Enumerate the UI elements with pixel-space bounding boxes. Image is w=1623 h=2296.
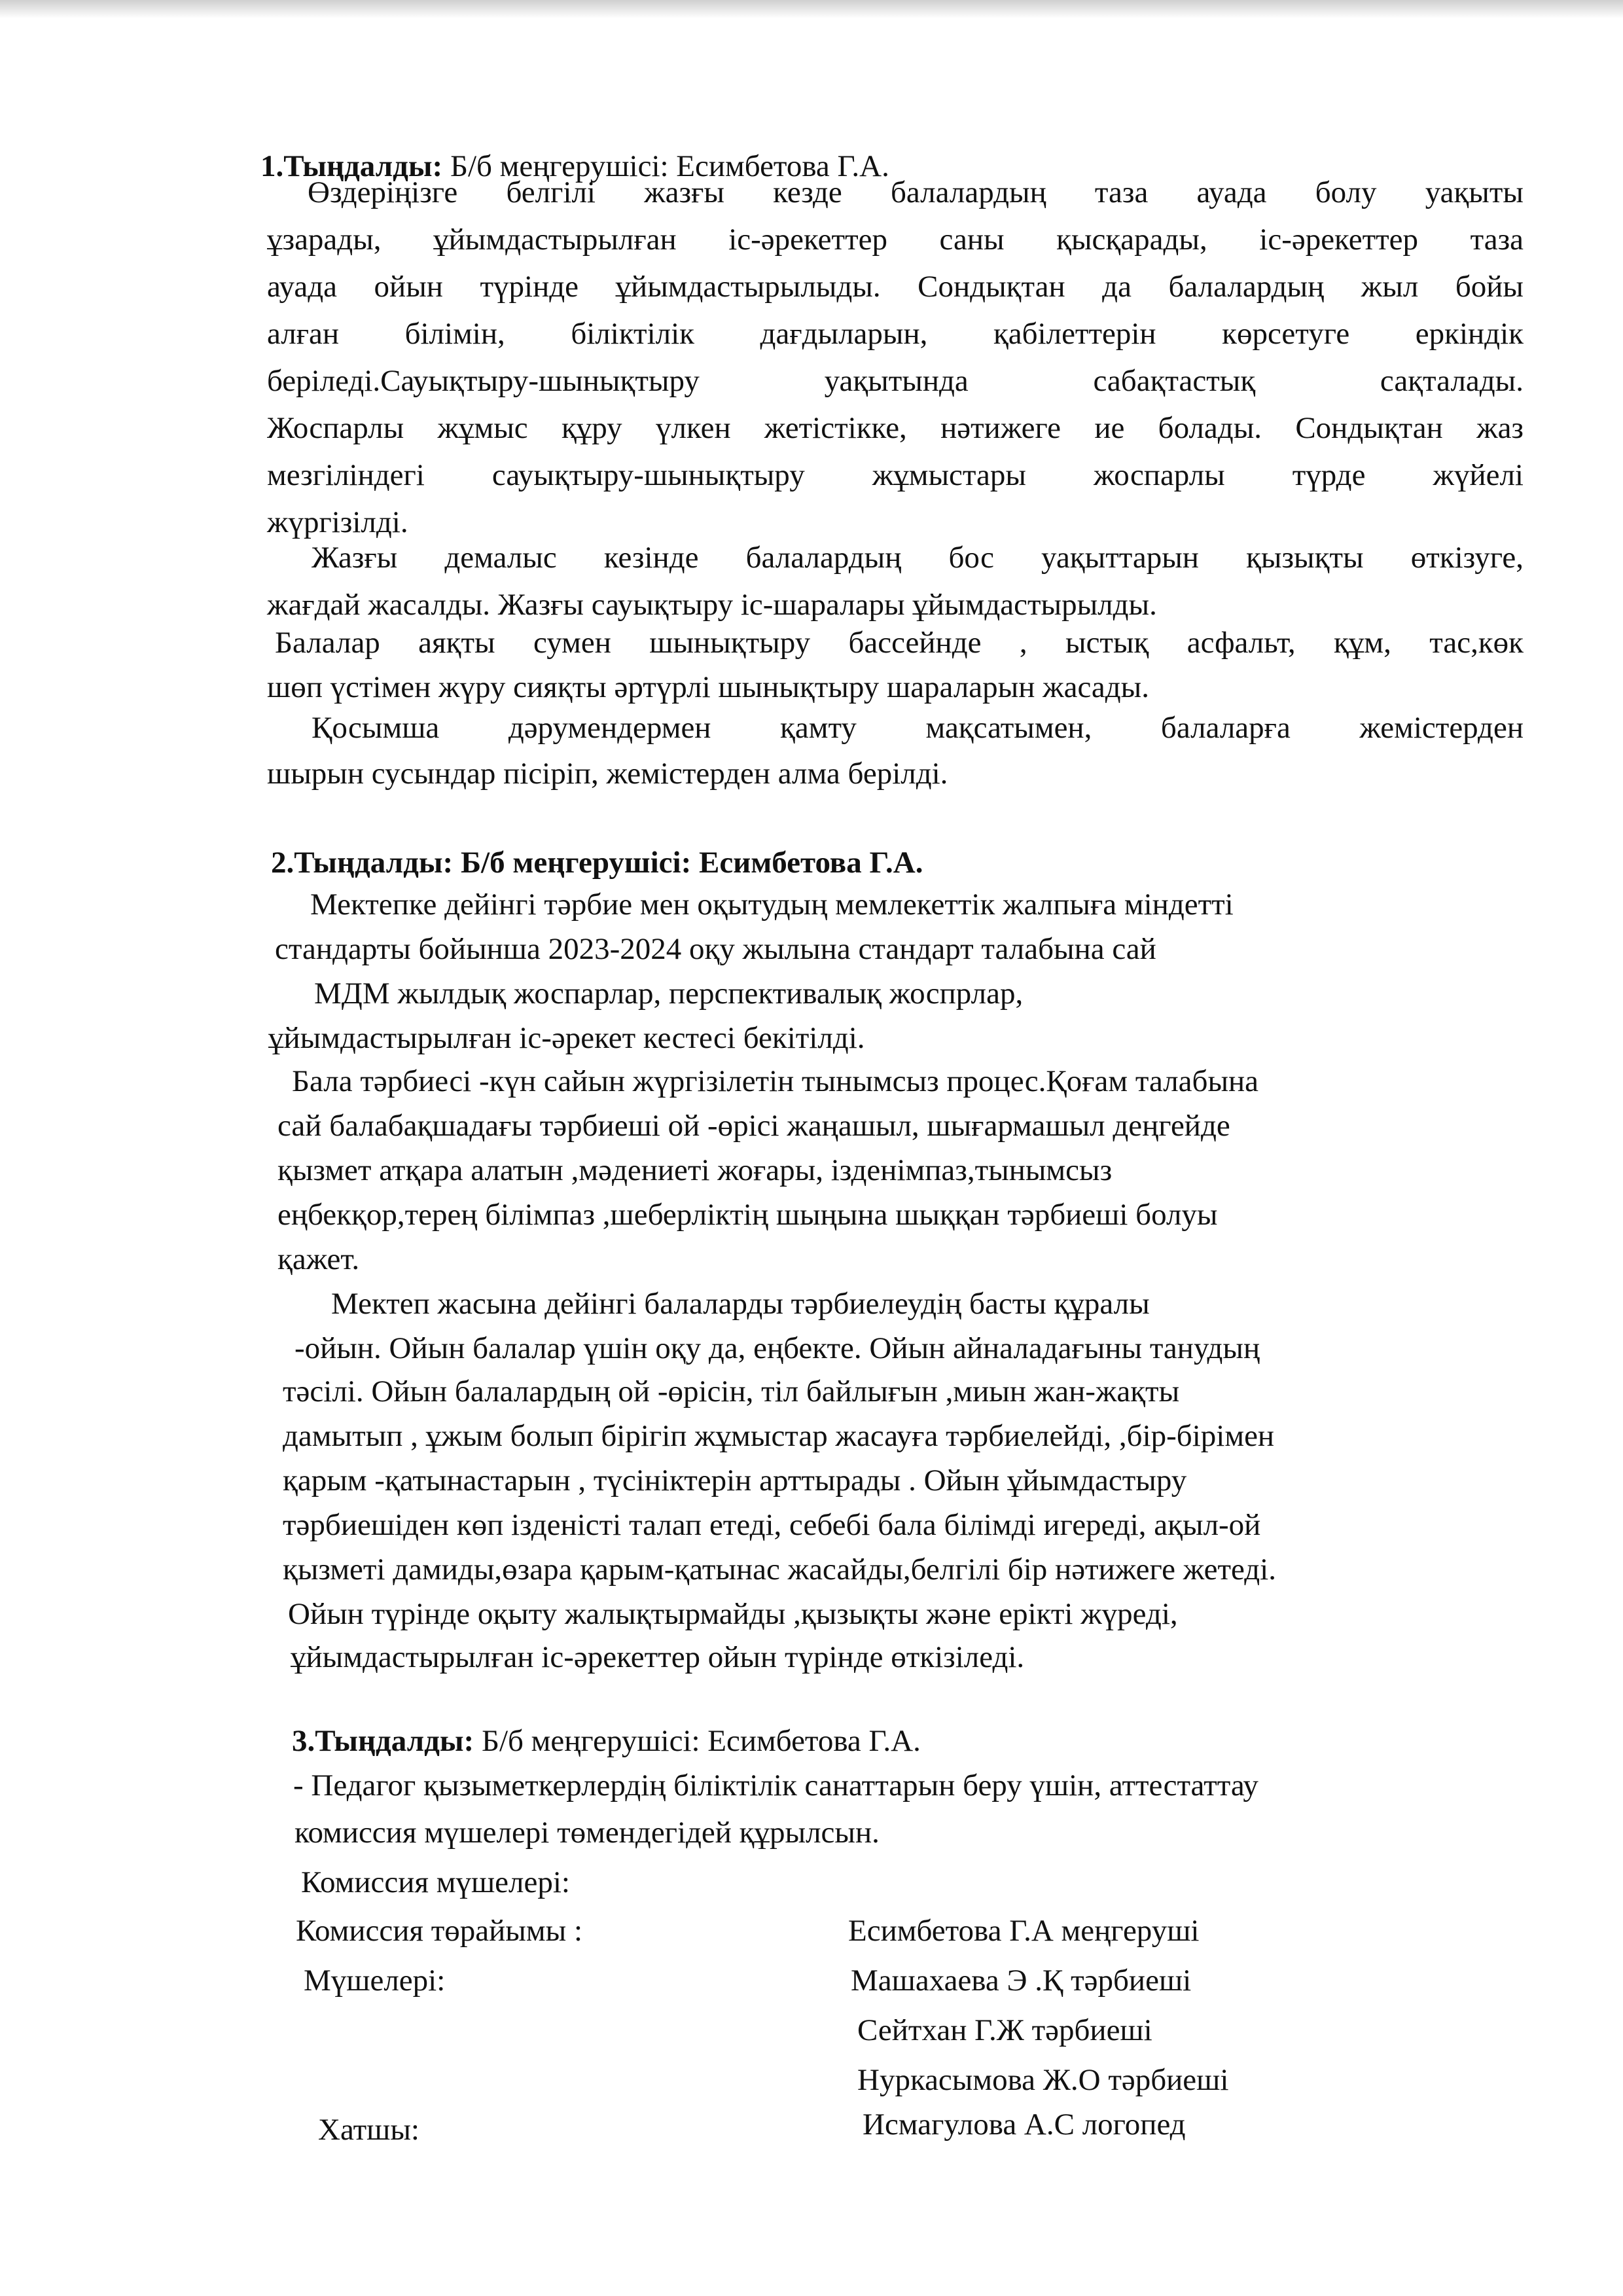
section1-line-11: Балалар аяқты сумен шынықтыру бассейнде , ыстық асфальт, құм, тас,көк <box>275 626 1524 660</box>
section2-line-3: МДМ жылдық жоспарлар, перспективалық жоспрлар, <box>314 977 1024 1011</box>
section2-line-18: ұйымдастырылған іс-әрекеттер ойын түрінде өткізіледі. <box>291 1640 1025 1674</box>
section1-line-12: шөп үстімен жүру сияқты әртүрлі шынықтыру шараларын жасады. <box>267 670 1149 704</box>
section1-heading-speaker: Б/б меңгерушісі: Есимбетова Г.А. <box>450 149 889 183</box>
section2-heading-speaker: Б/б меңгерушісі: Есимбетова Г.А. <box>460 846 923 880</box>
section2-line-8: еңбекқор,терең білімпаз ,шеберліктің шыңына шыққан тәрбиеші болуы <box>277 1198 1218 1232</box>
section3-line-1: - Педагог қызыметкерлердің біліктілік санаттарын беру үшін, аттестаттау <box>293 1768 1258 1803</box>
commission-member-2: Сейтхан Г.Ж тәрбиеші <box>857 2013 1152 2047</box>
section3-heading <box>292 1717 921 1765</box>
section2-line-14: қарым -қатынастарын , түсініктерін арттырады . Ойын ұйымдастыру <box>283 1463 1187 1498</box>
section2-heading <box>271 839 923 886</box>
section2-line-10: Мектеп жасына дейінгі балаларды тәрбиелеудің басты құралы <box>331 1287 1150 1321</box>
section1-line-9: Жазғы демалыс кезінде балалардың бос уақыттарын қызықты өткізуге, <box>312 541 1524 575</box>
commission-secretary-value: Исмагулова А.С логопед <box>863 2108 1186 2142</box>
scan-top-edge <box>0 0 1623 18</box>
commission-chair-value: Есимбетова Г.А меңгеруші <box>848 1914 1200 1948</box>
section1-line-14: шырын сусындар пісіріп, жемістерден алма берілді. <box>267 757 948 791</box>
section2-line-4: ұйымдастырылған іс-әрекет кестесі бекітілді. <box>268 1021 865 1055</box>
section1-heading-label: 1.Тыңдалды: <box>260 149 443 183</box>
section1-line-13: Қосымша дәрумендермен қамту мақсатымен, балаларға жемістерден <box>312 711 1524 745</box>
section2-line-7: қызмет атқара алатын ,мәдениеті жоғары, ізденімпаз,тынымсыз <box>277 1153 1113 1187</box>
commission-member-1: Машахаева Э .Қ тәрбиеші <box>851 1964 1192 1998</box>
section2-line-11: -ойын. Ойын балалар үшін оқу да, еңбекте. Ойын айналадағыны танудың <box>294 1331 1260 1365</box>
section1-line-6: Жоспарлы жұмыс құру үлкен жетістікке, нәтижеге ие болады. Сондықтан жаз <box>267 411 1524 445</box>
commission-members-label: Мүшелері: <box>304 1964 446 1998</box>
section2-line-5: Бала тәрбиесі -күн сайын жүргізілетін тынымсыз процес.Қоғам талабына <box>292 1064 1259 1098</box>
commission-members-title: Комиссия мүшелері: <box>301 1865 570 1899</box>
section1-line-7: мезгіліндегі сауықтыру-шынықтыру жұмыстары жоспарлы түрде жүйелі <box>267 458 1524 492</box>
section2-line-2: стандарты бойынша 2023-2024 оқу жылына стандарт талабына сай <box>275 932 1156 966</box>
section1-line-1: Өздеріңізге белгілі жазғы кезде балалардың таза ауада болу уақыты <box>308 175 1524 209</box>
commission-secretary-label: Хатшы: <box>318 2113 419 2147</box>
commission-chair-label: Комиссия төрайымы : <box>296 1914 583 1948</box>
section1-line-5: беріледі.Сауықтыру-шынықтыру уақытында сабақтастық сақталады. <box>267 364 1524 398</box>
commission-member-3: Нуркасымова Ж.О тәрбиеші <box>857 2063 1229 2097</box>
section2-heading-label: 2.Тыңдалды: <box>271 846 454 880</box>
section2-line-16: қызметі дамиды,өзара қарым-қатынас жасайды,белгілі бір нәтижеге жетеді. <box>283 1552 1276 1587</box>
section2-line-13: дамытып , ұжым болып бірігіп жұмыстар жасауға тәрбиелейді, ,бір-бірімен <box>283 1419 1275 1453</box>
section2-line-6: сай балабақшадағы тәрбиеші ой -өрісі жаңашыл, шығармашыл деңгейде <box>277 1109 1230 1143</box>
section1-line-10: жағдай жасалды. Жазғы сауықтыру іс-шаралары ұйымдастырылды. <box>267 588 1157 622</box>
section2-line-15: тәрбиешіден көп ізденісті талап етеді, себебі бала білімді игереді, ақыл-ой <box>283 1508 1261 1542</box>
section3-heading-speaker: Б/б меңгерушісі: Есимбетова Г.А. <box>481 1724 921 1758</box>
section1-line-3: ауада ойын түрінде ұйымдастырылыды. Сондықтан да балалардың жыл бойы <box>267 270 1524 304</box>
section2-line-17: Ойын түрінде оқыту жалықтырмайды ,қызықты және ерікті жүреді, <box>288 1597 1178 1631</box>
section3-line-2: комиссия мүшелері төмендегідей құрылсын. <box>294 1816 880 1850</box>
section3-heading-label: 3.Тыңдалды: <box>292 1724 474 1758</box>
section2-line-9: қажет. <box>277 1242 360 1276</box>
section2-line-12: тәсілі. Ойын балалардың ой -өрісін, тіл байлығын ,миын жан-жақты <box>283 1374 1180 1408</box>
section1-line-4: алған білімін, біліктілік дағдыларын, қабілеттерін көрсетуге еркіндік <box>267 317 1524 351</box>
section2-line-1: Мектепке дейінгі тәрбие мен оқытудың мемлекеттік жалпыға міндетті <box>310 888 1234 922</box>
section1-line-2: ұзарады, ұйымдастырылған іс-әрекеттер саны қысқарады, іс-әрекеттер таза <box>267 223 1524 257</box>
section1-line-8: жүргізілді. <box>267 505 408 539</box>
